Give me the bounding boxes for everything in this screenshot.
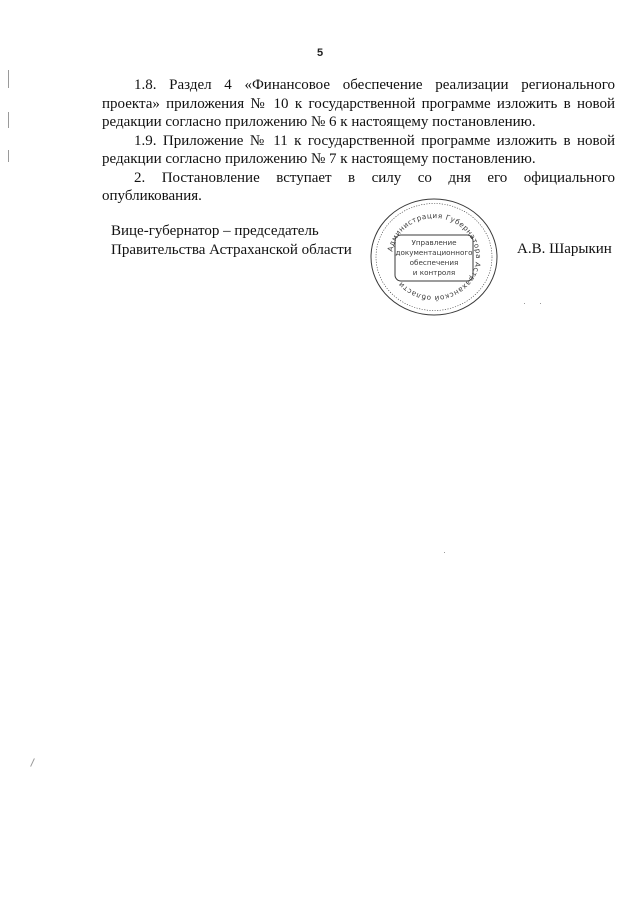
- scan-mark: [540, 303, 541, 304]
- paragraph-1-9: 1.9. Приложение № 11 к государственной программе изложить в новой редакции согласно приложению № 7 к настоящему постановлению.: [102, 132, 615, 167]
- seal-center-line-3: обеспечения: [409, 258, 459, 267]
- scan-mark: [8, 112, 9, 128]
- scan-mark: [8, 70, 9, 88]
- signatory-position-line-2: Правительства Астраханской области: [111, 241, 352, 258]
- seal-ring-text: Администрация Губернатора Астраханской области: [385, 210, 484, 304]
- paragraph-1-8: 1.8. Раздел 4 «Финансовое обеспечение реализации регионального проекта» приложения № 10 к государственной программе изложить в новой редакции согласно приложению № 6 к настоящему постановлению.: [102, 77, 615, 130]
- scan-mark: [8, 150, 9, 162]
- paragraph-2: 2. Постановление вступает в силу со дня его официального опубликования.: [102, 169, 615, 204]
- seal-center-line-1: Управление: [411, 238, 457, 247]
- scan-mark: [524, 303, 525, 304]
- document-body: [102, 76, 615, 206]
- signatory-name: А.В. Шарыкин: [517, 241, 612, 257]
- seal-center-line-2: документационного: [395, 248, 473, 257]
- scan-mark: [30, 758, 35, 767]
- official-seal-stamp: [368, 196, 500, 318]
- seal-center-line-4: и контроля: [412, 268, 456, 277]
- signatory-position: [111, 222, 352, 259]
- signatory-position-line-1: Вице-губернатор – председатель: [111, 223, 319, 239]
- page-number: 5: [316, 47, 324, 59]
- scan-mark: [444, 552, 445, 553]
